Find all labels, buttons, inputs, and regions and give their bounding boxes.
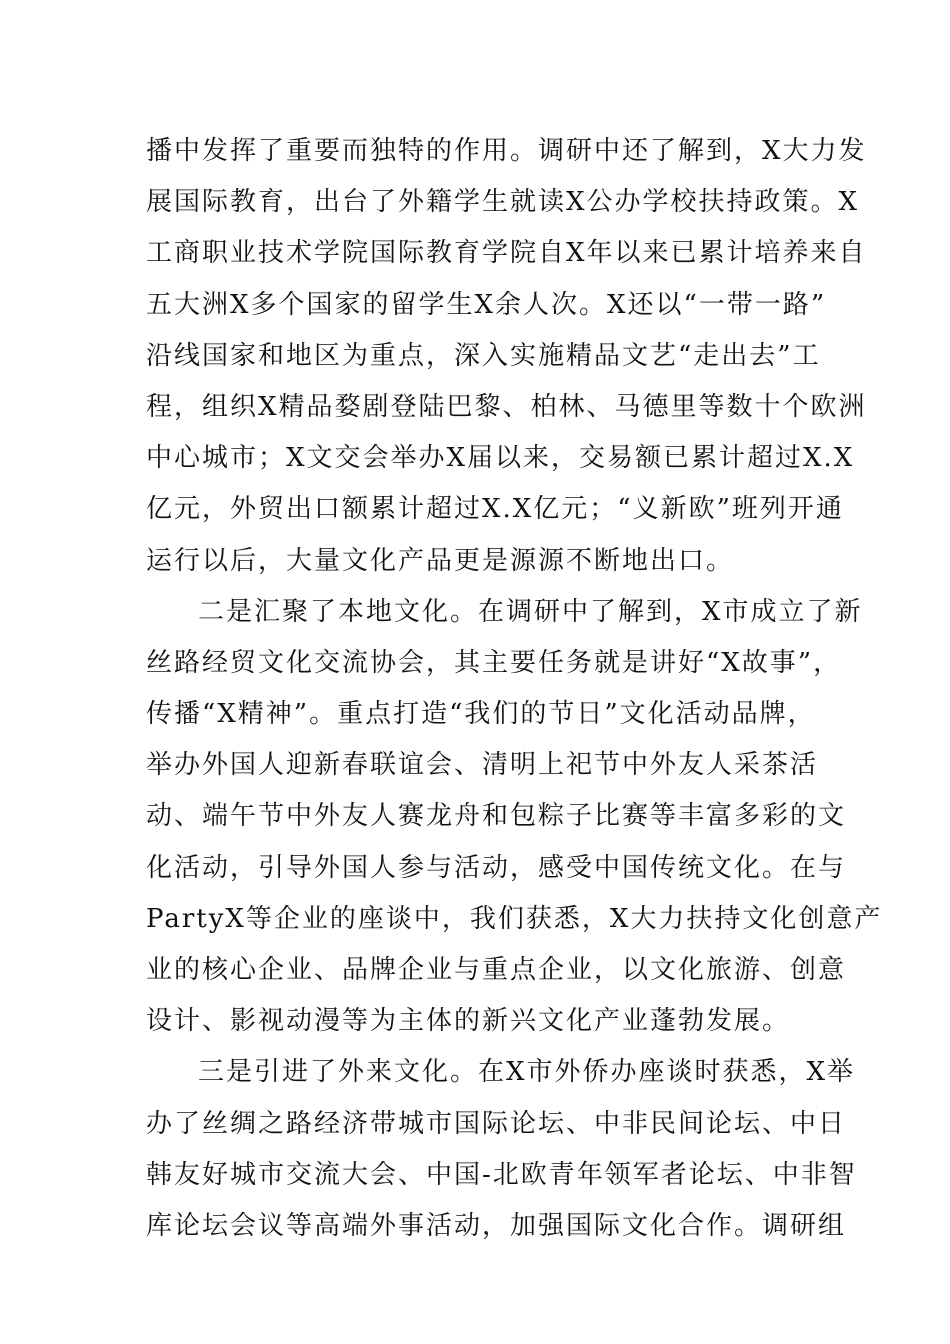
text-line: 库论坛会议等高端外事活动，加强国际文化合作。调研组 — [146, 1210, 847, 1241]
text-line: 工商职业技术学院国际教育学院自X年以来已累计培养来自 — [146, 238, 867, 269]
text-line: 展国际教育，出台了外籍学生就读X公办学校扶持政策。X — [146, 187, 860, 218]
text-line: 业的核心企业、品牌企业与重点企业，以文化旅游、创意 — [146, 955, 847, 985]
text-line: 丝路经贸文化交流协会，其主要任务就是讲好“X故事”， — [146, 647, 842, 678]
text-line: 中心城市；X文交会举办X届以来，交易额已累计超过X.X — [146, 443, 855, 474]
paragraph-start-line: 二是汇聚了本地文化。在调研中了解到，X市成立了新 — [198, 596, 863, 627]
text-line: 韩友好城市交流大会、中国-北欧青年领军者论坛、中非智 — [146, 1159, 857, 1190]
text-line: 设计、影视动漫等为主体的新兴文化产业蓬勃发展。 — [146, 1006, 791, 1037]
text-line: 播中发挥了重要而独特的作用。调研中还了解到，X大力发 — [146, 136, 867, 166]
text-line: 办了丝绸之路经济带城市国际论坛、中非民间论坛、中日 — [146, 1108, 847, 1139]
text-line: 传播“X精神”。重点打造“我们的节日”文化活动品牌， — [146, 699, 816, 730]
text-line: 五大洲X多个国家的留学生X余人次。X还以“一带一路” — [146, 289, 827, 320]
text-line: 沿线国家和地区为重点，深入实施精品文艺“走出去”工 — [146, 340, 821, 371]
text-line: 动、端午节中外友人赛龙舟和包粽子比赛等丰富多彩的文 — [146, 801, 847, 832]
text-line: PartyX等企业的座谈中，我们获悉，X大力扶持文化创意产 — [146, 903, 883, 934]
text-line: 运行以后，大量文化产品更是源源不断地出口。 — [146, 545, 735, 576]
text-line: 程，组织X精品婺剧登陆巴黎、柏林、马德里等数十个欧洲 — [146, 391, 867, 422]
text-line: 亿元，外贸出口额累计超过X.X亿元；“义新欧”班列开通 — [146, 494, 844, 525]
paragraph-start-line: 三是引进了外来文化。在X市外侨办座谈时获悉，X举 — [198, 1057, 856, 1088]
body-text — [146, 126, 883, 1252]
text-line: 举办外国人迎新春联谊会、清明上祀节中外友人采茶活 — [146, 750, 819, 781]
text-line: 化活动，引导外国人参与活动，感受中国传统文化。在与 — [146, 852, 847, 883]
